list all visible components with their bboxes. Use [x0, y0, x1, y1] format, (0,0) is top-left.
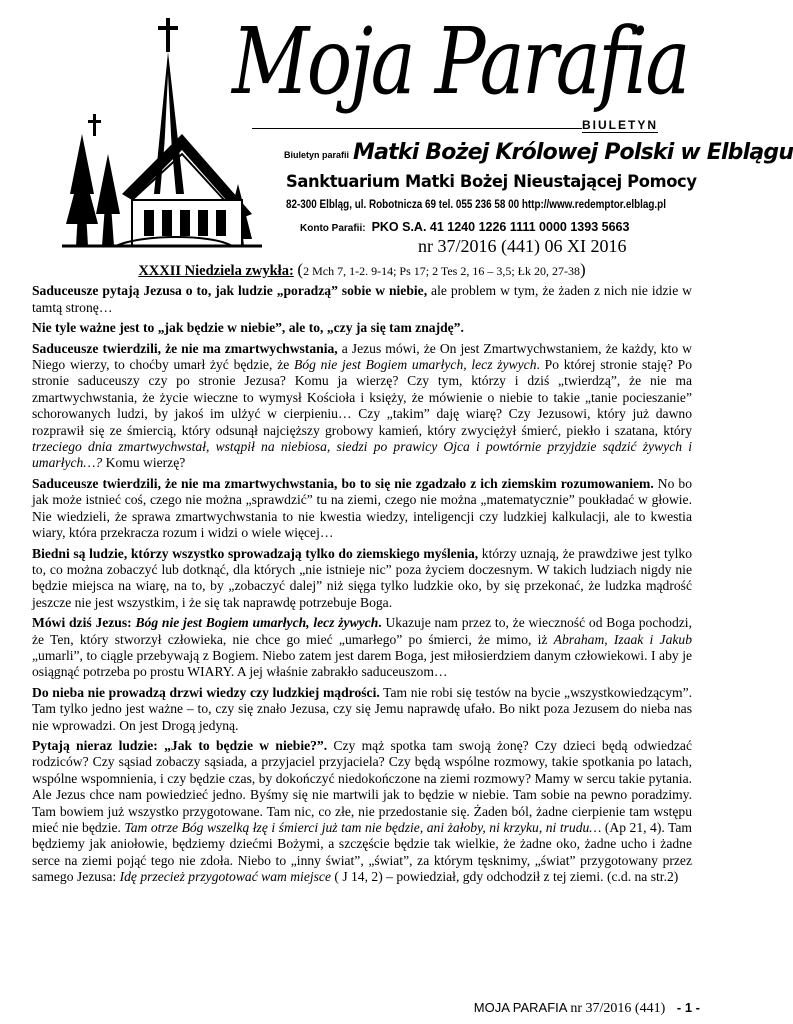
p2-lead: Nie tyle ważne jest to „jak będzie w niebie”, ale to, „czy ja się tam znajdę”.: [32, 320, 464, 336]
issue-number: nr 37/2016 (441) 06 XI 2016: [418, 236, 627, 256]
p3-quote-2: trzeciego dnia zmartwychwstał, wstąpił na niebiosa, siedzi po prawicy Ojca i powtórnie przyjdzie sądzić żywych i umarłych…?: [32, 439, 692, 471]
p6-dot: .: [378, 615, 382, 631]
p8-text-3: ( J 14, 2) – powiedział, gdy odchodził z tej ziemi. (c.d. na str.2): [331, 869, 679, 885]
p8-quote-2: Idę przecież przygotować wam miejsce: [119, 869, 331, 885]
open-paren: (: [297, 260, 304, 279]
masthead-title: [232, 8, 712, 132]
p5-lead: Biedni są ludzie, którzy wszystko sprowadzają tylko do ziemskiego myślenia,: [32, 545, 479, 561]
p6-lead: Mówi dziś Jezus:: [32, 615, 136, 631]
parish-line: [284, 140, 793, 165]
footer-issue: nr 37/2016 (441): [570, 1001, 666, 1016]
sanctuary-name: Sanktuarium Matki Bożej Nieustającej Pomocy: [286, 172, 697, 192]
paragraph-7: [32, 685, 692, 734]
account-label: Konto Parafii:: [300, 223, 366, 234]
p1-lead: Saduceusze pytają Jezusa o to, jak ludzie „poradzą” sobie w niebie,: [32, 283, 428, 299]
p8-text-1: Czy mąż spotka tam swoją żonę? Czy dzieci będą odwiedzać rodziców? Czy sąsiad zobaczy sąsiada, a przyjaciel przyjaciela? Czy będą wspólne rozmowy, takie spotkania po latach, wspólne wspomnienia, i czy będzie czas, by dokończyć niedokończone na ziemi rozmowy? Mamy w sercu takie pytania. Ale Jezus chce nam powiedzieć jedno. Byśmy się nie martwili jak to będzie w niebie. Tam sobie na pewno poradzimy. Tam bowiem już wszystko przygotowane. Tam nic, co złe, nie przedostanie się. Żaden ból, żadne cierpienie tam wstępu mieć nie będzie.: [32, 737, 692, 835]
p3-text-2: . Po której stronie staję? Po stronie saduceuszy czy po stronie Jezusa? Komu ja wierzę? Czy tym, którzy i dziś „twierdzą”, że nie ma zmartwychwstania, że życie wieczne to wymysł Kościoła i księży, że mówienie o niebie to takie „tanie pocieszanie” schorowanych ludzi, by jakoś im ulżyć w cierpieniu… Czy „takim” daję wiarę? Czy Jezusowi, który już dawno rozprawił się ze śmiercią, który odsunął najcięższy grobowy kamień, który zwyciężył śmierć, piekło i szatana, który: [32, 357, 692, 438]
account-number: PKO S.A. 41 1240 1226 1111 0000 1393 5663: [371, 220, 630, 234]
p6-quote: Bóg nie jest Bogiem umarłych, lecz żywych: [135, 615, 379, 631]
page-number: - 1 -: [676, 1000, 700, 1015]
p6-names: Abraham, Izaak i Jakub: [553, 631, 692, 647]
p3-text-1: a Jezus mówi, że On jest Zmartwychwstaniem, że każdy, kto w Niego wierzy, to choćby umarł żyć będzie, że: [32, 340, 692, 373]
masthead-rule: [252, 128, 582, 129]
p1-text: ale problem w tym, że żaden z nich nie idzie w tamtą stronę…: [32, 283, 692, 315]
paragraph-3: [32, 341, 692, 472]
address-line: 82-300 Elbląg, ul. Robotnicza 69 tel. 055 236 58 00 http://www.redemptor.elblag.pl: [286, 199, 666, 211]
sunday-title: XXXII Niedziela zwykła:: [138, 263, 294, 279]
sunday-heading: [32, 262, 692, 279]
paragraph-2: [32, 320, 692, 336]
p4-lead: Saduceusze twierdzili, że nie ma zmartwychwstania, bo to się nie zgadzało z ich ziemskim rozumowaniem.: [32, 475, 654, 491]
p3-text-3: Komu wierzę?: [102, 455, 186, 471]
scripture-refs: 2 Mch 7, 1-2. 9-14; Ps 17; 2 Tes 2, 16 – 3,5; Łk 20, 27-38: [303, 264, 581, 278]
parish-name: Matki Bożej Królowej Polski w Elblągu: [353, 140, 793, 165]
p6-text-1: Ukazuje nam przez to, że wieczność od Boga pochodzi, że Ten, który stworzył człowieka, nie chce go mieć „umarłego” po śmierci, że mimo, iż: [32, 615, 692, 647]
p5-text: którzy uznają, że prawdziwe jest tylko to, co można zobaczyć lub dotknąć, dla których „nie istnieje nic” poza życiem doczesnym. W takich ludziach nigdy nie będzie miejsca na wiarę, na to, by „zobaczyć dalej” niż sięga tylko ludzkie oko, by się przekonać, że ludzka mądrość jeszcze nie jest wszystkim, i że się tak naprawdę potrzebuje Boga.: [32, 545, 692, 610]
paragraph-6: [32, 615, 692, 681]
parish-prefix: Biuletyn parafii: [284, 150, 350, 161]
p8-quote-1: Tam otrze Bóg wszelką łzę i śmierci już tam nie będzie, ani żałoby, ni krzyku, ni trudu…: [124, 820, 602, 835]
masthead-title-text: Moja Parafia: [232, 8, 688, 115]
p8-text-2: (Ap 21, 4). Tam będziemy jak aniołowie, będziemy dziećmi Bożymi, a szczęście będzie tak wielkie, że żadne oko, żadne ucho i żadne serce na ziemi pojąć tego nie zdoła. Niebo to „inny świat”, „świat”, za którym tęsknimy, „świat” przygotowany przez samego Jezusa:: [32, 820, 692, 885]
article-body: [32, 262, 692, 890]
p8-lead: Pytają nieraz ludzie: „Jak to będzie w niebie?”.: [32, 737, 328, 753]
p7-text: Tam nie robi się testów na bycie „wszystkowiedzącym”. Tam tylko jedno jest ważne – to, czy się znało Jezusa, czy się Jemu naprawdę ufało. Bo nikt poza Jezusem do nieba nas nie wprowadzi. On jest Drogą jedyną.: [32, 684, 692, 733]
page-footer: [474, 1000, 700, 1017]
p7-lead: Do nieba nie prowadzą drzwi wiedzy czy ludzkiej mądrości.: [32, 684, 380, 700]
paragraph-1: [32, 283, 692, 316]
p4-text: No bo jak może istnieć coś, czego nie można „sprawdzić” tu na ziemi, czego nie można „matematycznie” poukładać w głowie. Nie wiedzieli, że sprawa zmartwychwstania to nie kwestia wiedzy, inteligencji czy ludzkiej kalkulacji, ale to kwestia wiary, która przekracza rozum i widzi o wiele więcej…: [32, 475, 693, 541]
paragraph-8: [32, 738, 692, 886]
p3-quote-1: Bóg nie jest Bogiem umarłych, lecz żywych: [294, 357, 537, 373]
close-paren: ): [580, 260, 586, 279]
p6-text-2: „umarli”, to ciągle przebywają z Bogiem. Niebo zatem jest darem Boga, jest miłosierdziem danym człowiekowi. I aby je osiągnąć potrzeba po prostu WIARY. A jej właśnie zabrakło saduceuszom…: [32, 647, 692, 680]
account-line: [300, 220, 629, 234]
biuletyn-label: BIULETYN: [582, 118, 658, 132]
footer-label: MOJA PARAFIA: [473, 1000, 567, 1015]
paragraph-5: [32, 546, 692, 612]
p3-lead: Saduceusze twierdzili, że nie ma zmartwychwstania,: [32, 340, 338, 356]
paragraph-4: [32, 476, 692, 542]
